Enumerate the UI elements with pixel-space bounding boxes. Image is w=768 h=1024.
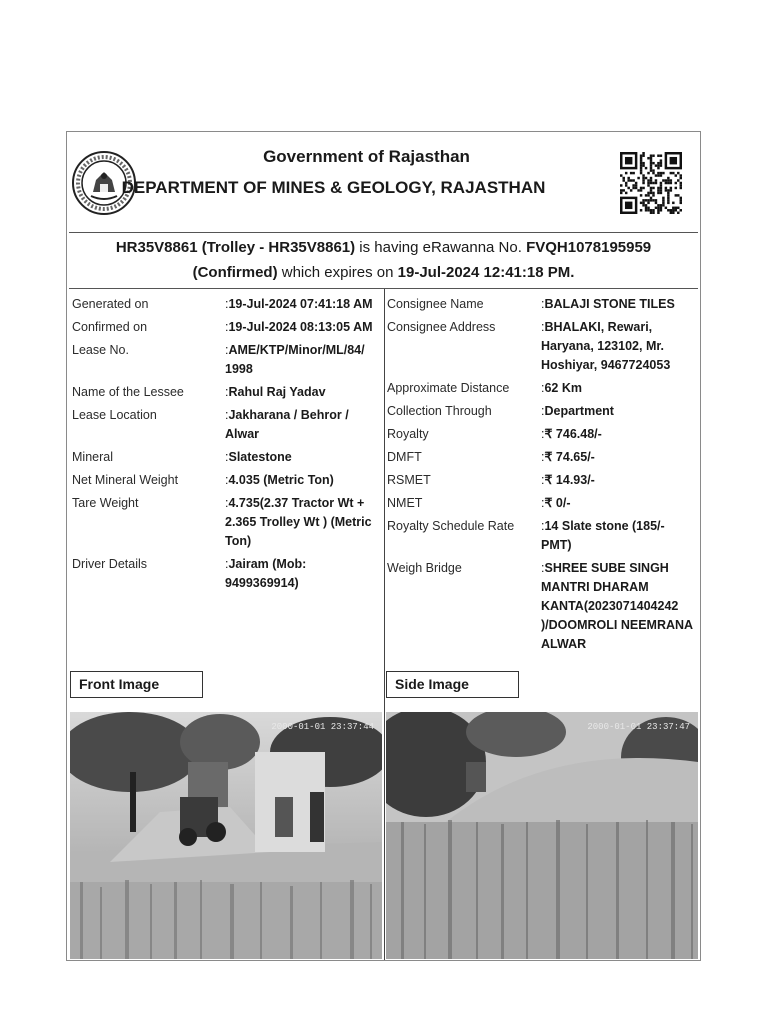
vehicle-number: HR35V8861 (Trolley - HR35V8861) — [115, 239, 356, 256]
field-value: : ₹ 746.48/- — [541, 425, 693, 444]
field-value: : 14 Slate stone (185/- PMT) — [541, 517, 693, 555]
detail-row — [387, 425, 699, 444]
field-label: RSMET — [387, 473, 431, 487]
rawanna-status: HR35V8861 (Trolley - HR35V8861) is having eRawanna No. FVQH1078195959 (Confirmed) which expires on 19-Jul-2024 12:41:18 PM. — [115, 239, 652, 281]
detail-row — [387, 402, 699, 421]
field-label: Driver Details — [72, 557, 148, 571]
field-label: DMFT — [387, 450, 422, 464]
detail-row — [72, 295, 382, 314]
field-value: : ₹ 14.93/- — [541, 471, 693, 490]
field-value: : BHALAKI, Rewari, Haryana, 123102, Mr. Hoshiyar, 9467724053 — [541, 318, 693, 375]
field-value: : Slatestone — [225, 448, 375, 467]
field-label: Net Mineral Weight — [72, 473, 179, 487]
field-value: : 19-Jul-2024 08:13:05 AM — [225, 318, 375, 337]
front-image — [70, 712, 382, 959]
status-badge: (Confirmed) — [192, 264, 278, 281]
field-label: Lease No. — [72, 343, 129, 357]
field-value: : AME/KTP/Minor/ML/84/ 1998 — [225, 341, 375, 379]
column-divider — [384, 289, 385, 960]
erawanna-document — [66, 131, 701, 961]
detail-row — [387, 494, 699, 513]
detail-row — [72, 555, 382, 593]
detail-row — [72, 406, 382, 444]
detail-row — [72, 448, 382, 467]
field-value: : Rahul Raj Yadav — [225, 383, 375, 402]
front-timestamp: 2000-01-01 23:37:44 — [271, 722, 374, 732]
field-value: : Jairam (Mob: 9499369914) — [225, 555, 375, 593]
field-label: Generated on — [72, 297, 149, 311]
detail-row — [72, 383, 382, 402]
department-title: DEPARTMENT OF MINES & GEOLOGY, RAJASTHAN — [121, 178, 546, 197]
field-value: : ₹ 74.65/- — [541, 448, 693, 467]
field-value: : ₹ 0/- — [541, 494, 693, 513]
detail-row — [387, 471, 699, 490]
detail-row — [72, 318, 382, 337]
side-image-label: Side Image — [386, 671, 519, 698]
detail-row — [72, 494, 382, 551]
field-label: Royalty Schedule Rate — [387, 519, 515, 533]
detail-row — [387, 517, 699, 555]
field-label: Name of the Lessee — [72, 385, 184, 399]
detail-row — [387, 379, 699, 398]
detail-row — [387, 295, 699, 314]
field-label: Lease Location — [72, 408, 157, 422]
field-value: : 4.035 (Metric Ton) — [225, 471, 375, 490]
government-title: Government of Rajasthan — [263, 147, 470, 166]
rawanna-number: FVQH1078195959 — [526, 239, 652, 256]
side-timestamp: 2000-01-01 23:37:47 — [587, 722, 690, 732]
field-label: Confirmed on — [72, 320, 148, 334]
field-label: Weigh Bridge — [387, 561, 462, 575]
qr-code-icon — [620, 152, 682, 214]
left-details — [72, 295, 382, 597]
field-label: Mineral — [72, 450, 113, 464]
detail-row — [387, 559, 699, 654]
side-image — [386, 712, 698, 959]
field-value: : 62 Km — [541, 379, 693, 398]
expiry-time: 19-Jul-2024 12:41:18 PM. — [397, 264, 575, 281]
field-label: Collection Through — [387, 404, 492, 418]
detail-row — [72, 471, 382, 490]
right-details — [387, 295, 699, 658]
detail-row — [72, 341, 382, 379]
field-label: Royalty — [387, 427, 429, 441]
field-value: : SHREE SUBE SINGH MANTRI DHARAM KANTA(2023071404242 )/DOOMROLI NEEMRANA ALWAR — [541, 559, 693, 654]
field-label: Approximate Distance — [387, 381, 510, 395]
divider — [69, 232, 698, 233]
field-label: NMET — [387, 496, 423, 510]
field-label: Consignee Address — [387, 320, 496, 334]
detail-row — [387, 448, 699, 467]
field-label: Consignee Name — [387, 297, 484, 311]
field-value: : Jakharana / Behror / Alwar — [225, 406, 375, 444]
field-value: : 4.735(2.37 Tractor Wt + 2.365 Trolley Wt ) (Metric Ton) — [225, 494, 375, 551]
field-value: : BALAJI STONE TILES — [541, 295, 693, 314]
field-value: : 19-Jul-2024 07:41:18 AM — [225, 295, 375, 314]
document-header — [67, 132, 700, 232]
front-image-label: Front Image — [70, 671, 203, 698]
field-value: : Department — [541, 402, 693, 421]
detail-row — [387, 318, 699, 375]
field-label: Tare Weight — [72, 496, 139, 510]
